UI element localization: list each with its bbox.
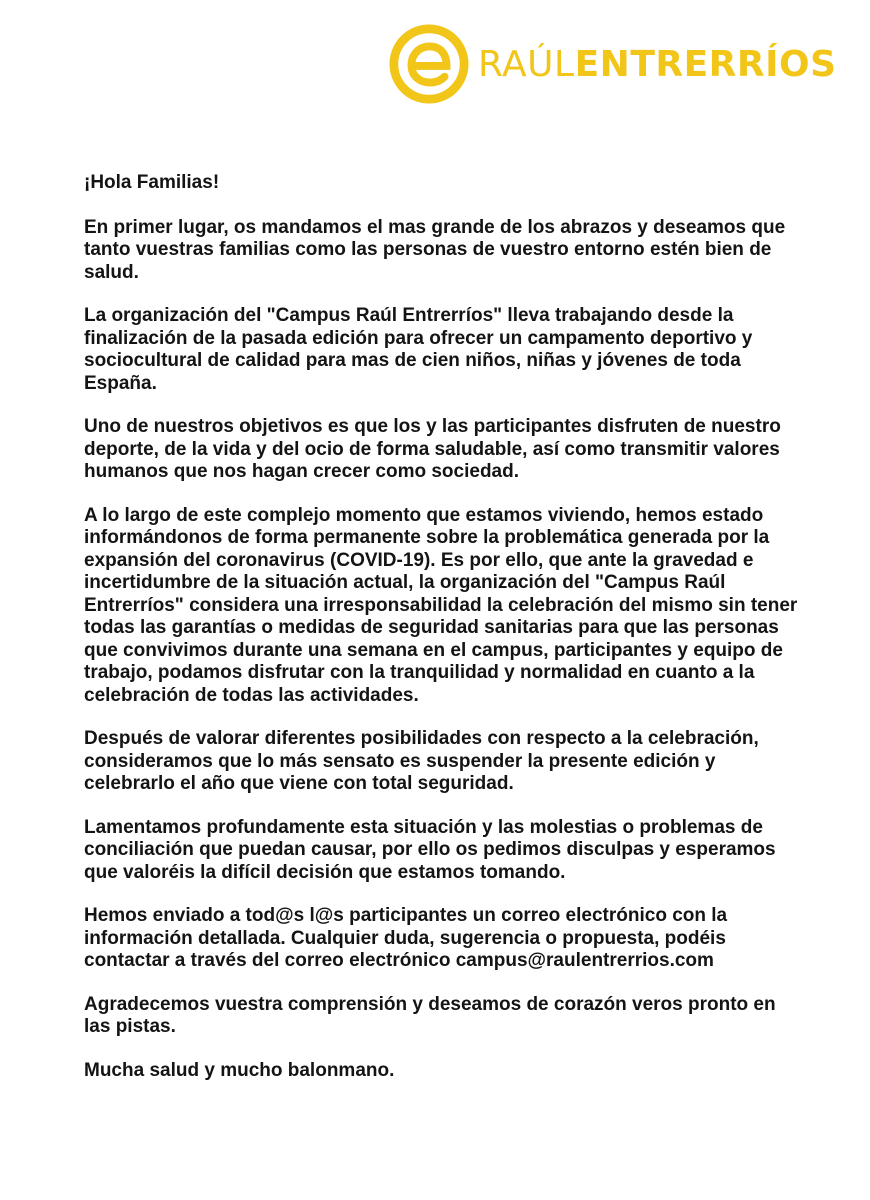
letter-paragraph: En primer lugar, os mandamos el mas grande de los abrazos y deseamos que tanto vuestras familias como las personas de vuestro entorno estén bien de salud.: [84, 216, 786, 283]
brand-first-name: RAÚL: [478, 43, 575, 85]
brand-last-name: ENTRERRÍOS: [574, 43, 837, 85]
letter-paragraph: Lamentamos profundamente esta situación y las molestias o problemas de conciliación que puedan causar, por ello os pedimos disculpas y esperamos que valoréis la difícil decisión que estamos tomando.: [84, 816, 776, 883]
letter-paragraph: Hemos enviado a tod@s l@s participantes un correo electrónico con la información detallada. Cualquier duda, sugerencia o propuesta, podéis contactar a través del correo electrónico campus@raulentrerrios.com: [84, 905, 728, 971]
letter-body: [84, 172, 804, 1103]
letter-paragraph: Uno de nuestros objetivos es que los y las participantes disfruten de nuestro deporte, de la vida y del ocio de forma saludable, así como transmitir valores humanos que nos hagan crecer como sociedad.: [84, 416, 781, 482]
letter-paragraph: Agradecemos vuestra comprensión y deseamos de corazón veros pronto en las pistas.: [84, 993, 776, 1037]
brand-wordmark: [478, 44, 837, 85]
letter-paragraph: La organización del "Campus Raúl Entrerríos" lleva trabajando desde la finalización de la pasada edición para ofrecer un campamento deportivo y sociocultural de calidad para mas de cien niños, niñas y jóvenes de toda España.: [84, 305, 753, 394]
letter-paragraph: A lo largo de este complejo momento que estamos viviendo, hemos estado informándonos de forma permanente sobre la problemática generada por la expansión del coronavirus (COVID-19). Es por ello, que ante la gravedad e incertidumbre de la situación actual, la organización del "Campus Raúl Entrerríos" considera una irresponsabilidad la celebración del mismo sin tener todas las garantías o medidas de seguridad sanitarias para que las personas que convivimos durante una semana en el campus, participantes y equipo de trabajo, podamos disfrutar con la tranquilidad y normalidad en cuanto a la celebración de todas las actividades.: [84, 504, 798, 706]
letter-greeting: ¡Hola Familias!: [84, 172, 220, 193]
letter-closing: Mucha salud y mucho balonmano.: [84, 1059, 395, 1081]
letter-e-circle-icon: [388, 23, 470, 105]
brand-logo: [388, 22, 838, 106]
letter-paragraph: Después de valorar diferentes posibilidades con respecto a la celebración, consideramos que lo más sensato es suspender la presente edición y celebrarlo el año que viene con total seguridad.: [84, 728, 759, 794]
